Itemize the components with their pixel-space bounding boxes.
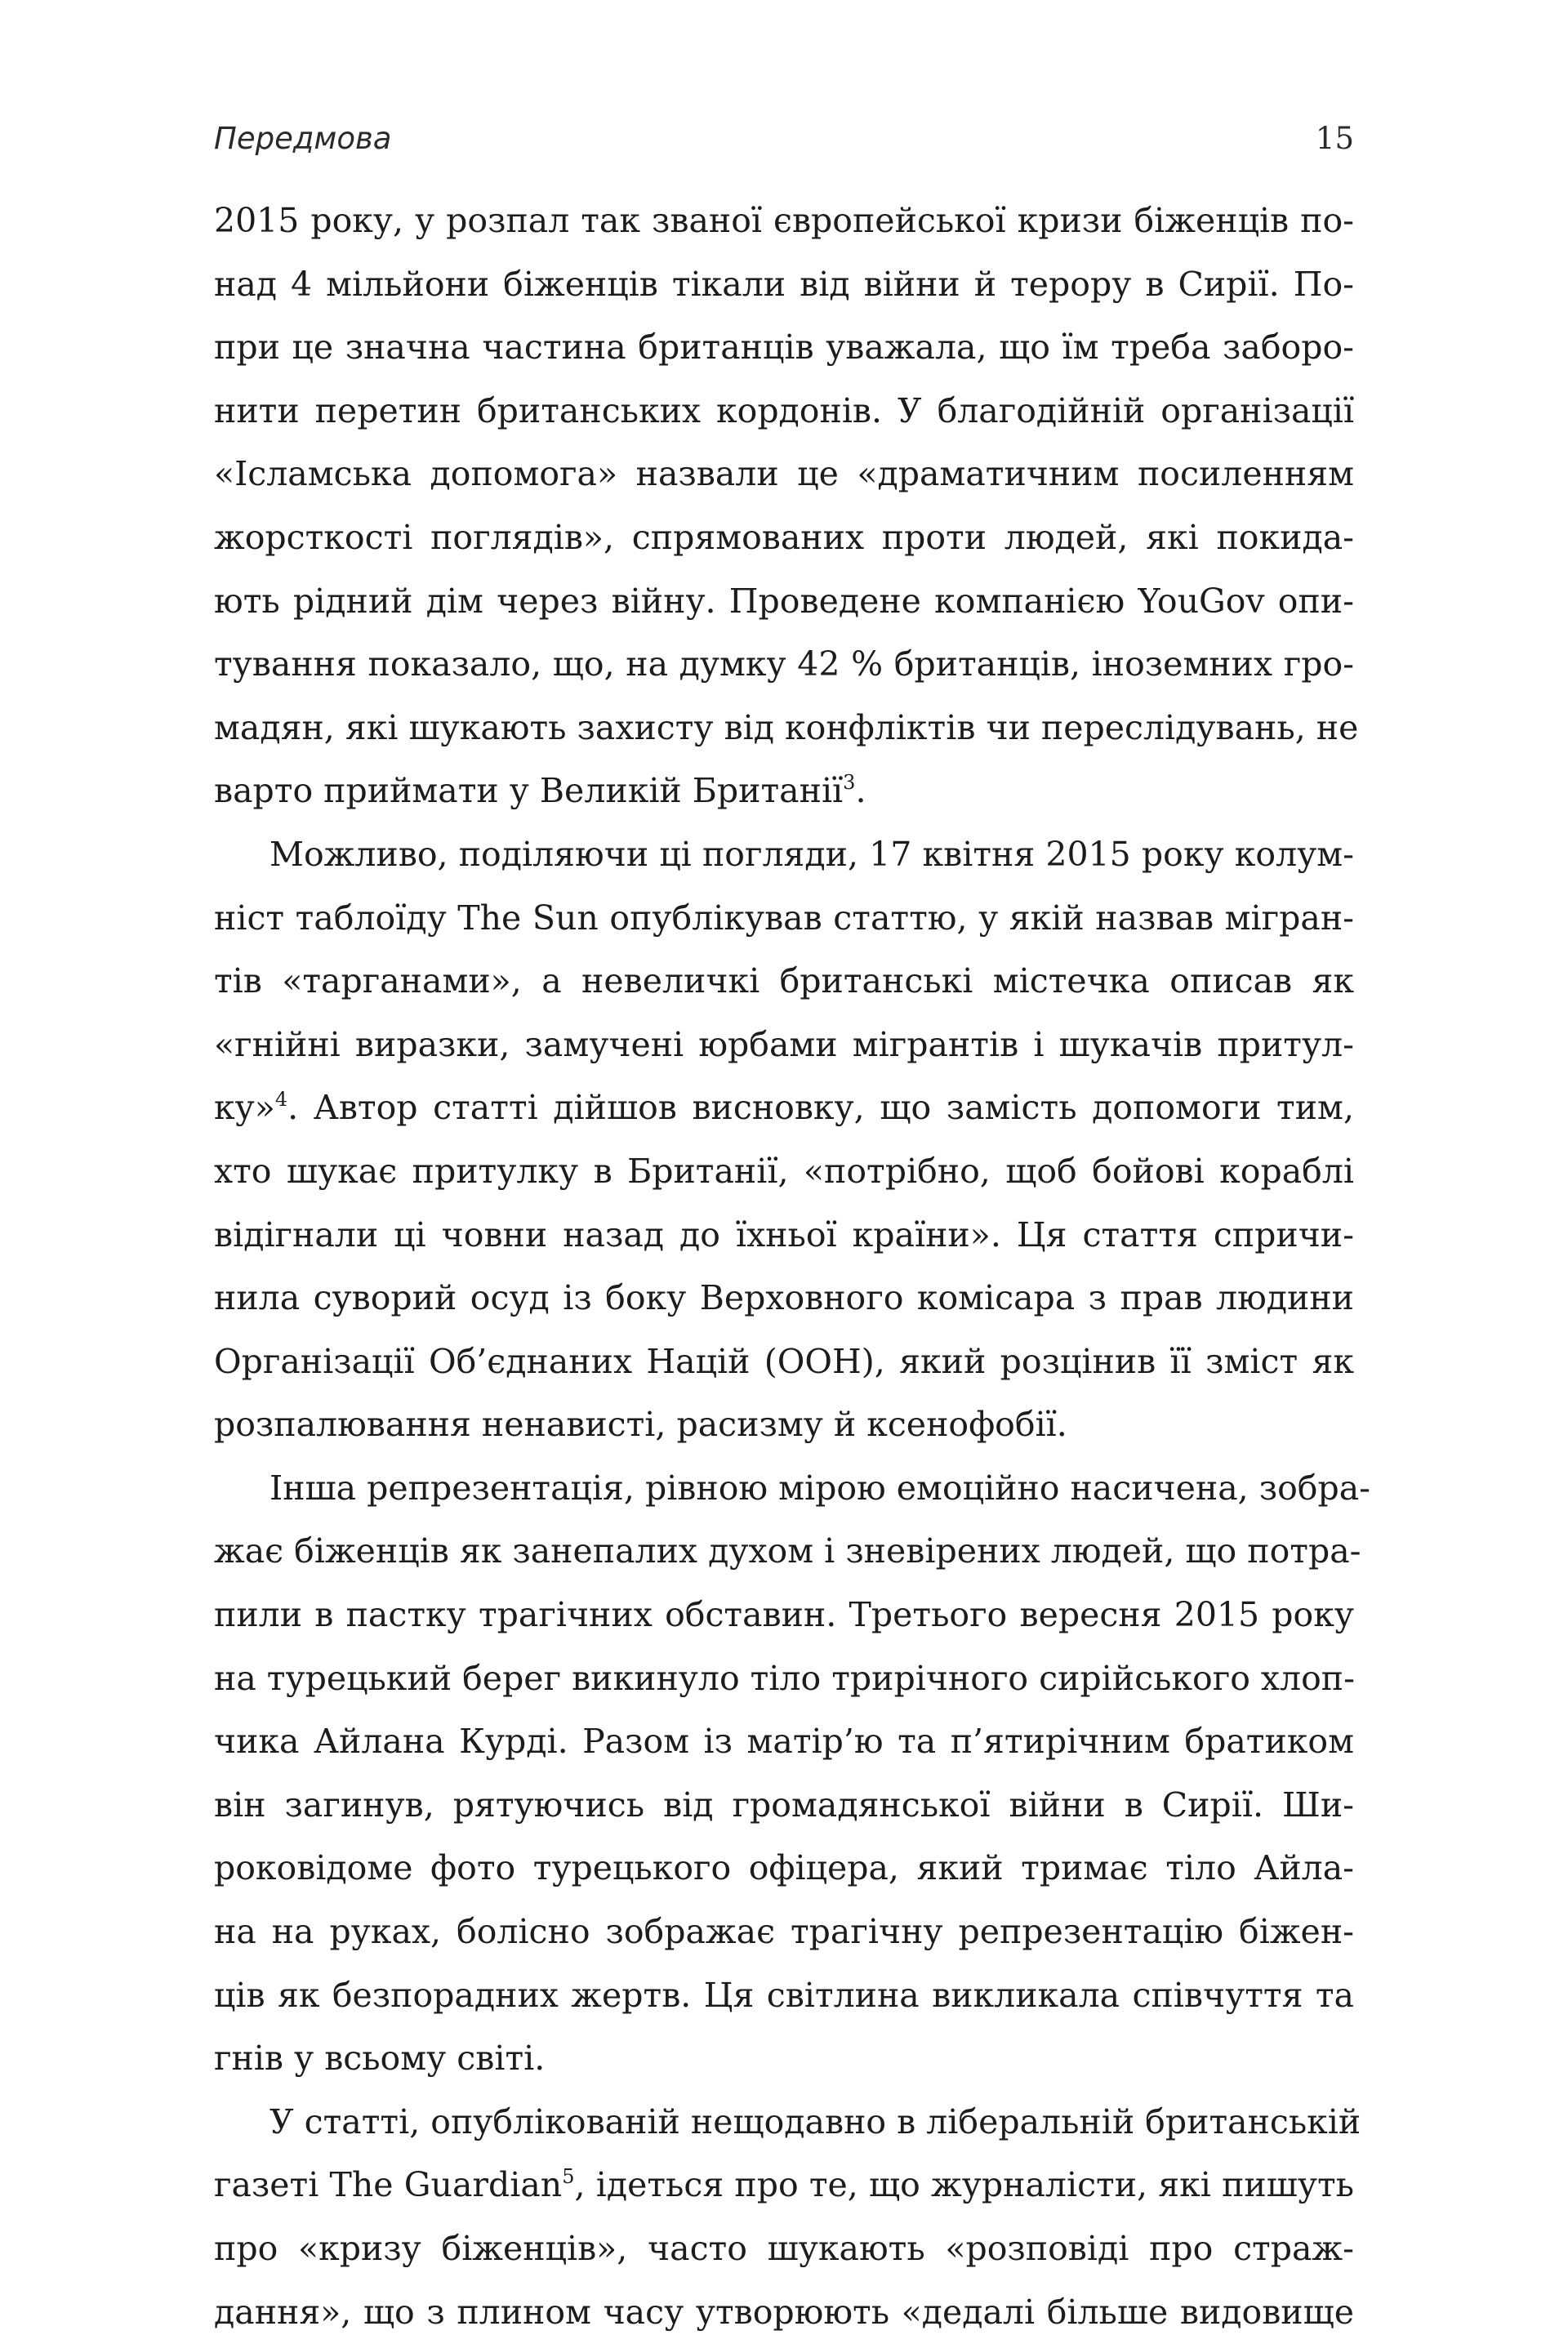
text-fragment: , ідеться про те, що журналісти, які пишуть bbox=[574, 2165, 1354, 2205]
text-line-composite bbox=[214, 760, 1354, 823]
page-number: 15 bbox=[1315, 121, 1354, 156]
text-line: нила суворий осуд із боку Верховного комісара з прав людини bbox=[214, 1278, 1354, 1318]
text-line: У статті, опублікованій нещодавно в ліберальній британській bbox=[270, 2101, 1361, 2141]
text-line: «гнійні виразки, замучені юрбами мігрантів і шукачів притул- bbox=[214, 1024, 1354, 1064]
text-fragment: газеті The Guardian bbox=[214, 2165, 563, 2205]
text-line: роковідоме фото турецького офіцера, який тримає тіло Айла- bbox=[214, 1848, 1354, 1888]
text-line: пили в пастку трагічних обставин. Третього вересня 2015 року bbox=[214, 1595, 1354, 1635]
text-line: тів «тарганами», а невеличкі британські містечка описав як bbox=[214, 961, 1354, 1001]
page-header bbox=[214, 121, 1354, 170]
text-line: про «кризу біженців», часто шукають «розповіді про страж- bbox=[214, 2229, 1354, 2268]
text-line: хто шукає притулку в Британії, «потрібно, щоб бойові кораблі bbox=[214, 1151, 1354, 1191]
footnote-ref: 3 bbox=[843, 771, 856, 795]
text-line: він загинув, рятуючись від громадянської війни в Сирії. Ши- bbox=[214, 1785, 1354, 1825]
text-line: ців як безпорадних жертв. Ця світлина викликала співчуття та bbox=[214, 1975, 1354, 2015]
text-line: дання», що з плином часу утворюють «дедалі більше видовище bbox=[214, 2292, 1354, 2332]
text-line: відігнали ці човни назад до їхньої країни». Ця стаття спричи- bbox=[214, 1214, 1354, 1254]
text-line: ніст таблоїду The Sun опублікував статтю, у якій назвав мігран- bbox=[214, 898, 1354, 938]
footnote-ref: 4 bbox=[274, 1088, 288, 1112]
text-line: жорсткості поглядів», спрямованих проти людей, які покида- bbox=[214, 517, 1354, 557]
text-fragment: ку» bbox=[214, 1088, 275, 1128]
text-line: тування показало, що, на думку 42 % британців, іноземних гро- bbox=[214, 644, 1354, 684]
text-line: мадян, які шукають захисту від конфліктів чи переслідувань, не bbox=[214, 707, 1359, 747]
text-fragment: варто приймати у Великій Британії bbox=[214, 771, 844, 811]
text-line: чика Айлана Курді. Разом із матір’ю та п’ятирічним братиком bbox=[214, 1722, 1354, 1762]
running-title: Передмова bbox=[214, 121, 392, 156]
text-fragment: . Автор статті дійшов висновку, що замість допомоги тим, bbox=[287, 1088, 1354, 1128]
text-line: ють рідний дім через війну. Проведене компанією YouGov опи- bbox=[214, 581, 1354, 621]
text-line: Організації Об’єднаних Націй (ООН), який розцінив її зміст як bbox=[214, 1341, 1354, 1381]
trailing-punct: . bbox=[855, 771, 866, 811]
text-line: Можливо, поділяючи ці погляди, 17 квітня 2015 року колум- bbox=[270, 834, 1354, 874]
footnote-ref: 5 bbox=[562, 2165, 575, 2189]
text-line: розпалювання ненависті, расизму й ксенофобії. bbox=[214, 1405, 1067, 1445]
text-line: «Ісламська допомога» назвали це «драматичним посиленням bbox=[214, 454, 1354, 494]
text-line-composite bbox=[214, 2154, 1354, 2217]
text-line: жає біженців як занепалих духом і зневірених людей, що потра- bbox=[214, 1531, 1361, 1571]
text-line: гнів у всьому світі. bbox=[214, 2039, 546, 2079]
text-line: над 4 мільйони біженців тікали від війни й терору в Сирії. По- bbox=[214, 264, 1354, 304]
text-line: 2015 року, у розпал так званої європейської кризи біженців по- bbox=[214, 201, 1354, 240]
body-text bbox=[214, 189, 1371, 2344]
text-line-composite bbox=[214, 1076, 1354, 1140]
text-line: Інша репрезентація, рівною мірою емоційно насичена, зобра- bbox=[270, 1468, 1371, 1508]
text-line: при це значна частина британців уважала, що їм треба заборо- bbox=[214, 328, 1354, 368]
text-line: на на руках, болісно зображає трагічну репрезентацію біжен- bbox=[214, 1912, 1354, 1952]
text-line: нити перетин британських кордонів. У благодійній організації bbox=[214, 390, 1354, 430]
text-line: на турецький берег викинуло тіло трирічного сирійського хлоп- bbox=[214, 1658, 1355, 1698]
